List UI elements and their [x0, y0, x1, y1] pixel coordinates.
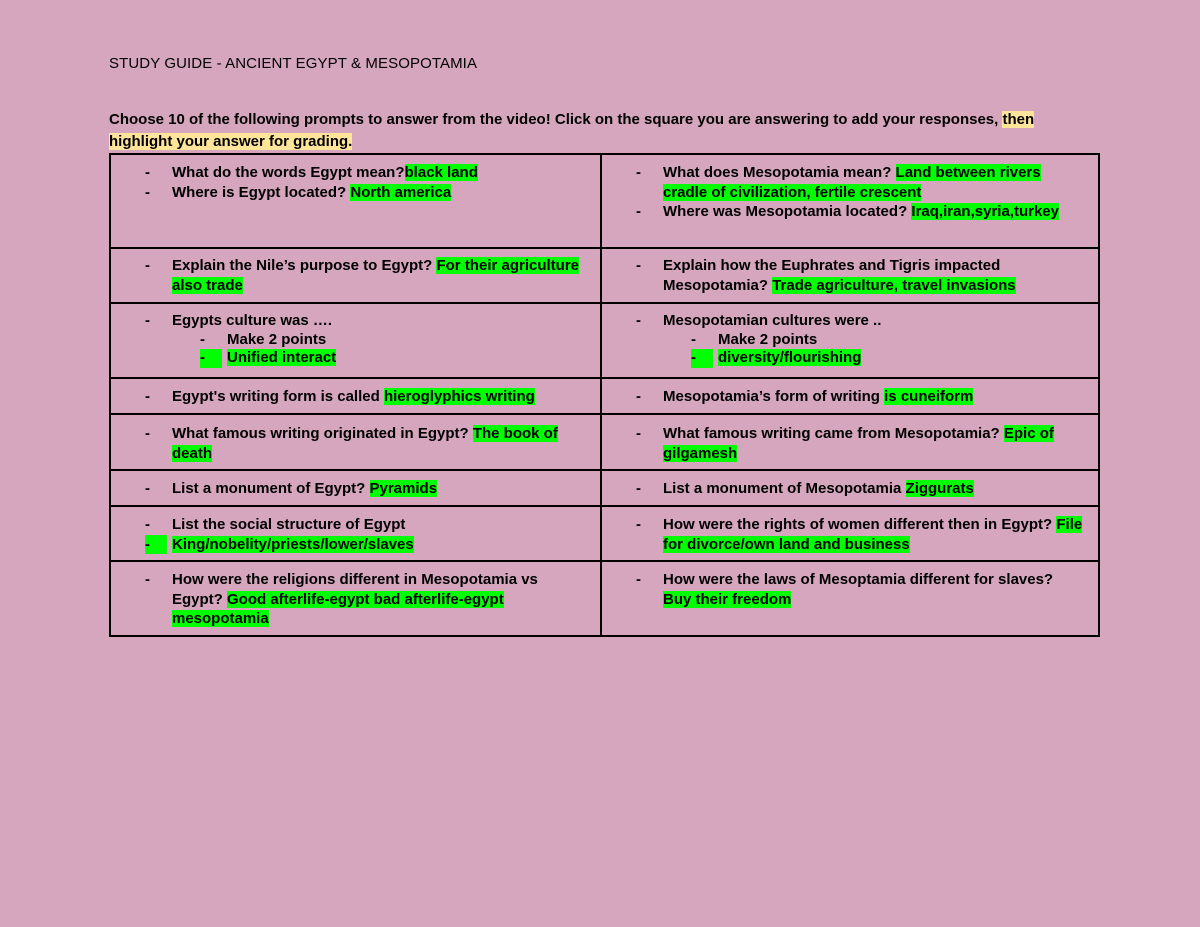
mesopotamia-cell[interactable]	[601, 154, 1099, 248]
prompt-answer: The book of death	[172, 425, 558, 462]
mesopotamia-cell[interactable]	[601, 506, 1099, 561]
prompt-item	[111, 479, 600, 499]
prompt-item	[602, 570, 1098, 609]
prompt-answer: Buy their freedom	[663, 590, 792, 608]
prompt-question: What does Mesopotamia mean?	[663, 164, 896, 181]
prompt-item	[602, 387, 1098, 407]
prompt-question: Mesopotamian cultures were ..	[663, 312, 882, 329]
mesopotamia-cell[interactable]	[601, 414, 1099, 470]
table-row	[110, 414, 1099, 470]
prompt-subitem	[111, 349, 600, 368]
instructions-text: Choose 10 of the following prompts to answer from the video! Click on the square you are answering to add your responses,	[109, 111, 1003, 128]
prompt-question: Egypt's writing form is called	[172, 388, 384, 405]
page-title: STUDY GUIDE - ANCIENT EGYPT & MESOPOTAMIA	[109, 55, 478, 72]
prompt-item	[111, 312, 600, 331]
table-row	[110, 378, 1099, 414]
prompt-answer: For their agriculture also trade	[172, 257, 580, 294]
instructions	[109, 109, 1069, 153]
prompt-item	[111, 570, 600, 629]
egypt-cell[interactable]	[110, 561, 601, 636]
mesopotamia-cell[interactable]	[601, 303, 1099, 378]
prompt-item	[602, 256, 1098, 295]
prompt-question: What famous writing came from Mesopotamia?	[663, 425, 1004, 442]
prompt-item	[111, 515, 600, 535]
prompt-item	[602, 479, 1098, 499]
prompt-answer: King/nobelity/priests/lower/slaves	[172, 535, 414, 553]
egypt-cell[interactable]	[110, 414, 601, 470]
prompt-question: What famous writing originated in Egypt?	[172, 425, 473, 442]
prompt-question: Where is Egypt located?	[172, 183, 351, 201]
prompt-item	[111, 387, 600, 407]
prompt-item	[111, 163, 600, 183]
prompt-item	[111, 256, 600, 295]
table-row	[110, 154, 1099, 248]
prompt-item	[111, 183, 600, 203]
prompt-answer: Pyramids	[369, 480, 438, 497]
study-guide-table	[109, 153, 1100, 637]
table-row	[110, 303, 1099, 378]
prompt-question: How were the rights of women different then in Egypt?	[663, 516, 1057, 533]
prompt-question: Make 2 points	[227, 330, 327, 348]
mesopotamia-cell[interactable]	[601, 561, 1099, 636]
prompt-answer: Trade agriculture, travel invasions	[772, 276, 1016, 294]
instructions-highlight: then highlight your answer for grading.	[109, 111, 1035, 150]
prompt-question: List a monument of Egypt?	[172, 480, 370, 497]
prompt-answer: File for divorce/own land and business	[663, 516, 1083, 553]
table-row	[110, 506, 1099, 561]
prompt-answer: black land	[404, 164, 478, 181]
table-row	[110, 470, 1099, 506]
mesopotamia-cell[interactable]	[601, 470, 1099, 506]
table-row	[110, 248, 1099, 303]
prompt-item	[602, 515, 1098, 554]
prompt-item	[111, 535, 600, 555]
egypt-cell[interactable]	[110, 506, 601, 561]
prompt-question: How were the laws of Mesoptamia different for slaves?	[663, 571, 1054, 588]
prompt-question: Where was Mesopotamia located?	[663, 203, 912, 220]
egypt-cell[interactable]	[110, 154, 601, 248]
prompt-item	[111, 424, 600, 463]
egypt-cell[interactable]	[110, 303, 601, 378]
prompt-question: List the social structure of Egypt	[172, 516, 406, 533]
prompt-question: Egypts culture was ….	[172, 312, 333, 329]
prompt-item	[602, 424, 1098, 463]
table-row	[110, 561, 1099, 636]
prompt-question: Make 2 points	[718, 330, 818, 348]
prompt-answer: hieroglyphics writing	[383, 388, 535, 405]
prompt-subitem	[111, 331, 600, 350]
prompt-question: Explain the Nile’s purpose to Egypt?	[172, 257, 437, 274]
egypt-cell[interactable]	[110, 248, 601, 303]
prompt-question: List a monument of Mesopotamia	[663, 480, 906, 497]
prompt-question: Mesopotamia’s form of writing	[663, 388, 885, 405]
prompt-answer: is cuneiform	[884, 388, 974, 405]
egypt-cell[interactable]	[110, 378, 601, 414]
prompt-answer: Iraq,iran,syria,turkey	[911, 203, 1059, 220]
prompt-answer: Ziggurats	[905, 480, 974, 497]
prompt-question: Explain how the Euphrates and Tigris impacted Mesopotamia?	[663, 257, 1001, 294]
prompt-answer: Unified interact	[227, 349, 337, 366]
egypt-cell[interactable]	[110, 470, 601, 506]
prompt-question: What do the words Egypt mean?	[172, 164, 405, 181]
prompt-answer: Epic of gilgamesh	[663, 425, 1054, 462]
prompt-answer: North america	[350, 183, 452, 201]
prompt-subitem	[602, 349, 1098, 368]
prompt-answer: Land between rivers cradle of civilization, fertile crescent	[663, 164, 1041, 201]
prompt-item	[602, 202, 1098, 222]
mesopotamia-cell[interactable]	[601, 248, 1099, 303]
mesopotamia-cell[interactable]	[601, 378, 1099, 414]
prompt-item	[602, 163, 1098, 202]
prompt-answer: Good afterlife-egypt bad afterlife-egypt mesopotamia	[172, 590, 504, 627]
prompt-subitem	[602, 331, 1098, 350]
prompt-question: How were the religions different in Mesopotamia vs Egypt?	[172, 571, 538, 608]
prompt-item	[602, 312, 1098, 331]
prompt-answer: diversity/flourishing	[718, 349, 862, 366]
